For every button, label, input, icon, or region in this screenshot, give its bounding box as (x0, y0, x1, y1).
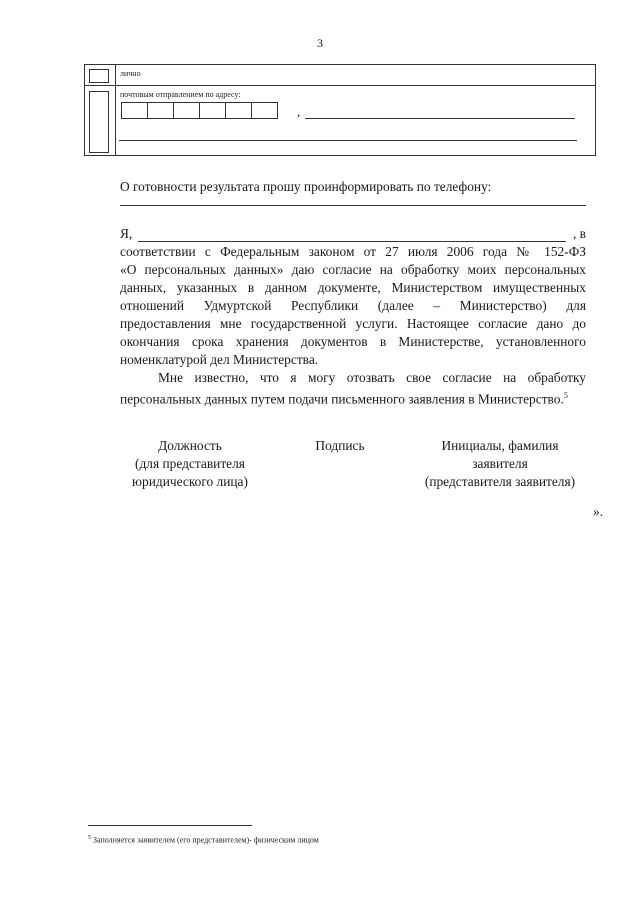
footnote-separator (88, 825, 252, 826)
consent-line: номенклатурой дел Министерства. (120, 352, 319, 367)
consent-line: предоставления мне государственной услуги. Настоящее согласие дано до (120, 316, 586, 331)
phone-line[interactable] (120, 205, 586, 206)
notify-phone-text: О готовности результата прошу проинформировать по телефону: (120, 179, 492, 194)
consent-line: «О персональных данных» даю согласие на обработку моих персональных (120, 262, 586, 277)
revoke-line-1: Мне известно, что я могу отозвать свое согласие на обработку (158, 370, 586, 385)
postcode-cells[interactable] (121, 102, 277, 119)
checkbox-post[interactable] (89, 91, 109, 153)
option-post-label: почтовым отправлением по адресу: (120, 90, 241, 99)
applicant-name-line[interactable] (138, 241, 566, 242)
consent-line: данных, указанных в данном документе, Министерством имущественных (120, 280, 586, 295)
consent-line: окончания срока хранения документов в Министерстве, установленного (120, 334, 586, 349)
revoke-line-2: персональных данных путем подачи письменного заявления в Министерство.$^5$ (120, 391, 568, 407)
footnote: $^5$ Заполняется заявителем (его представителем)- физическим лицом (88, 835, 319, 845)
postcode-cell[interactable] (121, 102, 148, 119)
consent-end: , в (572, 226, 586, 241)
name-caption: Инициалы, фамилия заявителя (представителя заявителя) (424, 438, 576, 489)
address-comma: , (297, 104, 301, 119)
address-line-1[interactable] (305, 118, 575, 119)
closing-quote: ». (593, 504, 604, 519)
postcode-cell[interactable] (173, 102, 200, 119)
address-line-2[interactable] (119, 140, 577, 141)
consent-line: отношений Удмуртской Республики (далее – Министерство) для (120, 298, 586, 313)
checkbox-personal[interactable] (89, 69, 109, 83)
position-caption: Должность (для представителя юридического лица) (132, 438, 248, 489)
signature-caption: Подпись (315, 438, 365, 453)
option-personal-label: лично (120, 69, 141, 78)
postcode-cell[interactable] (225, 102, 252, 119)
consent-line: соответствии с Федеральным законом от 27 июля 2006 года № 152-ФЗ (120, 244, 586, 259)
footnote-ref: 5 (563, 391, 568, 400)
page-number: 3 (317, 36, 323, 50)
consent-start: Я, (120, 226, 133, 241)
postcode-cell[interactable] (199, 102, 226, 119)
postcode-cell[interactable] (147, 102, 174, 119)
postcode-cell[interactable] (251, 102, 278, 119)
